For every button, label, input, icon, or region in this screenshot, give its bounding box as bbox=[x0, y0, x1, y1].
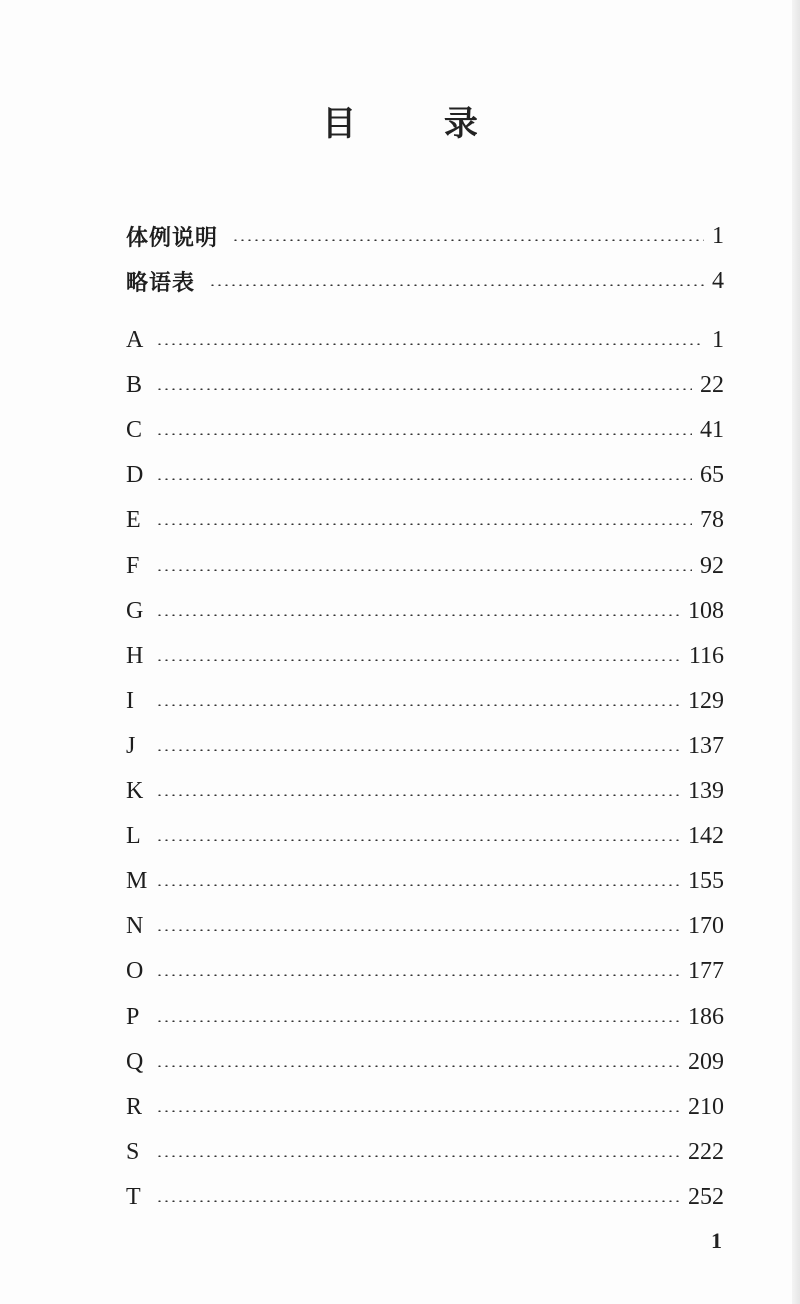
dot-leader bbox=[156, 704, 680, 706]
dot-leader bbox=[156, 1155, 680, 1157]
toc-entry-page: 1 bbox=[712, 222, 724, 249]
toc-entry-label: N bbox=[126, 912, 144, 939]
toc-entry-page: 155 bbox=[688, 867, 724, 894]
dot-leader bbox=[156, 478, 692, 480]
folio-page-number: 1 bbox=[711, 1228, 722, 1253]
toc-entry-label: A bbox=[126, 326, 144, 353]
toc-entry-page: 209 bbox=[688, 1048, 724, 1075]
toc-entry-label: 体例说明 bbox=[126, 225, 219, 251]
toc-entry-page: 41 bbox=[700, 416, 724, 443]
toc-row-a[interactable] bbox=[126, 320, 724, 360]
toc-row-r[interactable] bbox=[126, 1087, 724, 1127]
dot-leader bbox=[156, 1200, 680, 1202]
toc-entry-page: 210 bbox=[688, 1093, 724, 1120]
toc-row-f[interactable] bbox=[126, 546, 724, 586]
toc-entry-label: S bbox=[126, 1138, 140, 1165]
toc-row-i[interactable] bbox=[126, 681, 724, 721]
toc-entry-page: 1 bbox=[712, 326, 724, 353]
toc-entry-label: Q bbox=[126, 1048, 144, 1075]
dot-leader bbox=[232, 239, 704, 241]
toc-entry-page: 4 bbox=[712, 267, 724, 294]
toc-row-j[interactable] bbox=[126, 726, 724, 766]
toc-entry-label: G bbox=[126, 597, 144, 624]
toc-entry-label: D bbox=[126, 461, 144, 488]
toc-entry-page: 177 bbox=[688, 957, 724, 984]
toc-row-m[interactable] bbox=[126, 861, 724, 901]
dot-leader bbox=[156, 884, 680, 886]
dot-leader bbox=[156, 659, 681, 661]
dot-leader bbox=[156, 749, 680, 751]
toc-row-b[interactable] bbox=[126, 365, 724, 405]
toc-entry-page: 252 bbox=[688, 1183, 724, 1210]
dot-leader bbox=[156, 974, 680, 976]
page-title: 目 录 bbox=[322, 104, 516, 144]
toc-row-h[interactable] bbox=[126, 636, 724, 676]
toc-row-front-matter[interactable] bbox=[126, 261, 724, 301]
toc-entry-page: 170 bbox=[688, 912, 724, 939]
toc-row-e[interactable] bbox=[126, 500, 724, 540]
toc-entry-label: P bbox=[126, 1003, 140, 1030]
toc-entry-label: L bbox=[126, 822, 141, 849]
toc-row-d[interactable] bbox=[126, 455, 724, 495]
dot-leader bbox=[156, 569, 692, 571]
toc-entry-label: J bbox=[126, 732, 136, 759]
dot-leader bbox=[156, 523, 692, 525]
toc-entry-label: M bbox=[126, 867, 148, 894]
dot-leader bbox=[156, 1065, 680, 1067]
toc-entry-page: 186 bbox=[688, 1003, 724, 1030]
toc-row-t[interactable] bbox=[126, 1177, 724, 1217]
toc-entry-label: I bbox=[126, 687, 134, 714]
toc-entry-page: 139 bbox=[688, 777, 724, 804]
toc-row-q[interactable] bbox=[126, 1042, 724, 1082]
toc-row-o[interactable] bbox=[126, 951, 724, 991]
toc-entry-page: 22 bbox=[700, 371, 724, 398]
toc-entry-page: 137 bbox=[688, 732, 724, 759]
page-edge-shadow bbox=[792, 0, 800, 1304]
toc-row-l[interactable] bbox=[126, 816, 724, 856]
dot-leader bbox=[156, 1110, 680, 1112]
toc-row-k[interactable] bbox=[126, 771, 724, 811]
toc-entry-label: K bbox=[126, 777, 144, 804]
toc-entry-page: 65 bbox=[700, 461, 724, 488]
dot-leader bbox=[156, 388, 692, 390]
dot-leader bbox=[156, 794, 680, 796]
toc-row-front-matter[interactable] bbox=[126, 216, 724, 256]
dot-leader bbox=[209, 284, 704, 286]
dot-leader bbox=[156, 433, 692, 435]
toc-row-s[interactable] bbox=[126, 1132, 724, 1172]
toc-entry-label: 略语表 bbox=[126, 270, 196, 296]
toc-entry-label: B bbox=[126, 371, 143, 398]
toc-entry-page: 116 bbox=[688, 642, 724, 669]
toc-row-p[interactable] bbox=[126, 997, 724, 1037]
toc-entry-label: R bbox=[126, 1093, 143, 1120]
toc-row-c[interactable] bbox=[126, 410, 724, 450]
toc-row-g[interactable] bbox=[126, 591, 724, 631]
dot-leader bbox=[156, 929, 680, 931]
dot-leader bbox=[156, 343, 704, 345]
toc-entry-label: H bbox=[126, 642, 144, 669]
toc-entry-page: 92 bbox=[700, 552, 724, 579]
toc-entry-page: 222 bbox=[688, 1138, 724, 1165]
dot-leader bbox=[156, 839, 680, 841]
toc-entry-page: 129 bbox=[688, 687, 724, 714]
toc-entry-label: T bbox=[126, 1183, 141, 1210]
toc-entry-page: 142 bbox=[688, 822, 724, 849]
toc-entry-label: E bbox=[126, 506, 141, 533]
dot-leader bbox=[156, 1020, 680, 1022]
toc-entry-label: F bbox=[126, 552, 140, 579]
toc-row-n[interactable] bbox=[126, 906, 724, 946]
toc-entry-page: 108 bbox=[688, 597, 724, 624]
toc-entry-page: 78 bbox=[700, 506, 724, 533]
dot-leader bbox=[156, 614, 680, 616]
toc-entry-label: O bbox=[126, 957, 144, 984]
toc-entry-label: C bbox=[126, 416, 143, 443]
